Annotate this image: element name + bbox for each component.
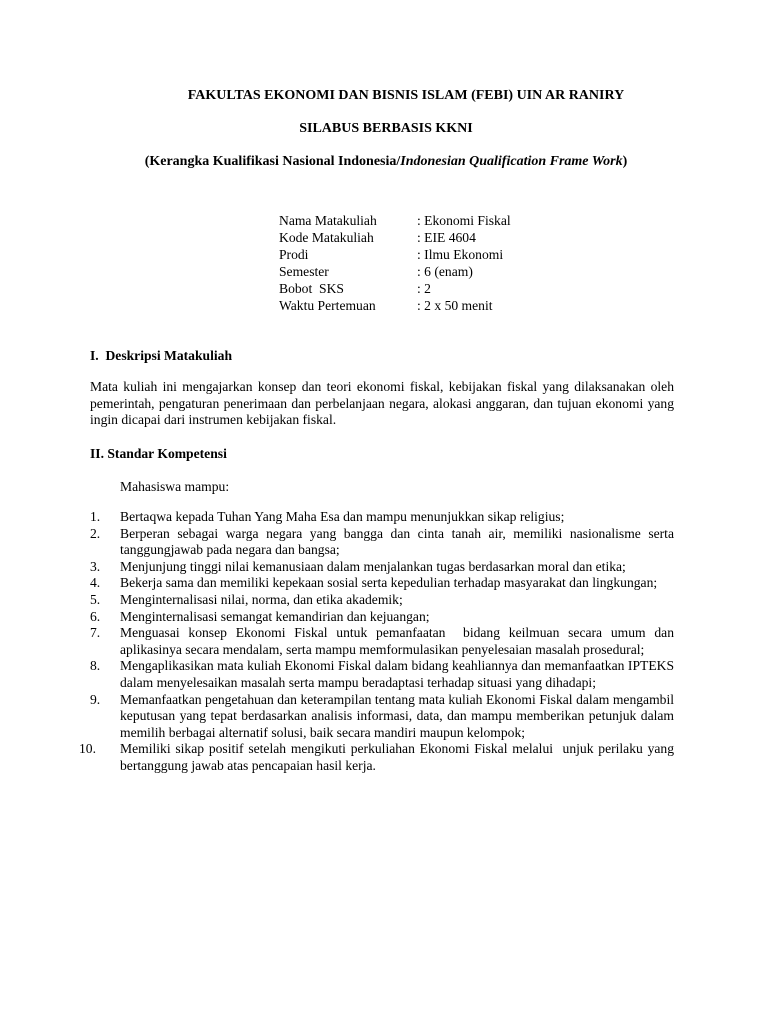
list-item-number: 7. bbox=[90, 625, 101, 641]
list-item-text: Bekerja sama dan memiliki kepekaan sosial serta kepedulian terhadap masyarakat dan lingkungan; bbox=[120, 575, 658, 591]
course-description: Mata kuliah ini mengajarkan konsep dan teori ekonomi fiskal, kebijakan fiskal yang dilaksanakan oleh pemerintah, pengaturan penerimaan dan perbelanjaan negara, alokasi anggaran, dan tujuan ekonomi yang ingin dicapai dari instrumen kebijakan fiskal. bbox=[90, 379, 674, 428]
framework-subtitle-close: ) bbox=[622, 154, 628, 169]
list-item-text: Menginternalisasi nilai, norma, dan etika akademik; bbox=[120, 591, 403, 607]
course-info-value: : 2 x 50 menit bbox=[417, 298, 493, 313]
list-item-number: 4. bbox=[90, 575, 101, 591]
course-info-row bbox=[279, 280, 511, 297]
course-info-row bbox=[279, 297, 511, 314]
course-info-row bbox=[279, 263, 511, 280]
list-item bbox=[90, 509, 674, 526]
list-item bbox=[90, 559, 674, 576]
course-info-label: Bobot SKS bbox=[279, 281, 344, 296]
course-info-label: Nama Matakuliah bbox=[279, 213, 377, 228]
framework-subtitle-italic: Indonesian Qualification Frame Work bbox=[400, 154, 623, 169]
list-item-number: 1. bbox=[90, 509, 101, 524]
list-item bbox=[90, 592, 674, 609]
list-item bbox=[90, 692, 674, 742]
list-item bbox=[90, 625, 678, 658]
course-info-value: : 2 bbox=[417, 281, 431, 296]
course-info-row bbox=[279, 246, 511, 263]
competency-intro: Mahasiswa mampu: bbox=[120, 479, 230, 494]
course-info-value: : Ilmu Ekonomi bbox=[417, 247, 504, 262]
course-info-label: Semester bbox=[279, 264, 329, 279]
list-item-text: Menguasai konsep Ekonomi Fiskal untuk pemanfaatan bidang keilmuan secara umum dan aplikasinya secara mendalam, serta mampu memformulasikan penyelesaian masalah prosedural; bbox=[120, 625, 678, 657]
list-item-text: Menjunjung tinggi nilai kemanusiaan dalam menjalankan tugas berdasarkan moral dan etika; bbox=[120, 558, 626, 574]
list-item-number: 8. bbox=[90, 658, 101, 674]
list-item bbox=[90, 575, 674, 592]
list-item-text: Memiliki sikap positif setelah mengikuti perkuliahan Ekonomi Fiskal melalui unjuk perilaku yang bertanggung jawab atas pencapaian hasil kerja. bbox=[120, 741, 678, 773]
faculty-title: FAKULTAS EKONOMI DAN BISNIS ISLAM (FEBI) UIN AR RANIRY bbox=[187, 88, 625, 103]
list-item bbox=[90, 609, 674, 626]
list-item bbox=[90, 526, 674, 559]
syllabus-title: SILABUS BERBASIS KKNI bbox=[299, 121, 473, 136]
list-item-text: Memanfaatkan pengetahuan dan keterampilan tentang mata kuliah Ekonomi Fiskal dalam mengambil keputusan yang tepat berdasarkan analisis informasi, data, dan mampu memberikan petunjuk dalam memilih berbagai alternatif solusi, baik secara mandiri maupun kelompok; bbox=[120, 691, 674, 740]
course-info-label: Prodi bbox=[279, 247, 309, 262]
list-item bbox=[79, 741, 678, 774]
course-info-value: : 6 (enam) bbox=[417, 264, 473, 279]
course-info-label: Waktu Pertemuan bbox=[279, 298, 376, 313]
competency-list bbox=[79, 509, 678, 775]
course-info-value: : Ekonomi Fiskal bbox=[417, 213, 511, 228]
list-item bbox=[90, 658, 674, 691]
list-item-text: Bertaqwa kepada Tuhan Yang Maha Esa dan mampu menunjukkan sikap religius; bbox=[120, 509, 565, 524]
course-info-label: Kode Matakuliah bbox=[279, 230, 374, 245]
list-item-text: Mengaplikasikan mata kuliah Ekonomi Fiskal dalam bidang keahliannya dan memanfaatkan IPTEKS dalam menyelesaikan masalah serta mampu beradaptasi terhadap situasi yang dihadapi; bbox=[120, 658, 674, 690]
course-info-block bbox=[279, 212, 511, 314]
framework-subtitle bbox=[2, 154, 768, 171]
course-info-row bbox=[279, 229, 511, 246]
list-item-number: 6. bbox=[90, 608, 101, 624]
list-item-text: Menginternalisasi semangat kemandirian dan kejuangan; bbox=[120, 608, 430, 624]
course-info-value: : EIE 4604 bbox=[417, 230, 476, 245]
list-item-number: 2. bbox=[90, 525, 101, 541]
section-heading-description: I. Deskripsi Matakuliah bbox=[90, 348, 233, 363]
list-item-number: 5. bbox=[90, 591, 101, 607]
section-heading-competency: II. Standar Kompetensi bbox=[90, 446, 227, 461]
list-item-number: 10. bbox=[79, 741, 96, 757]
course-info-row bbox=[279, 212, 511, 229]
list-item-text: Berperan sebagai warga negara yang bangga dan cinta tanah air, memiliki nasionalisme serta tanggungjawab pada negara dan bangsa; bbox=[120, 525, 674, 558]
list-item-number: 9. bbox=[90, 691, 101, 707]
list-item-number: 3. bbox=[90, 558, 101, 574]
framework-subtitle-normal: (Kerangka Kualifikasi Nasional Indonesia/ bbox=[144, 154, 401, 169]
